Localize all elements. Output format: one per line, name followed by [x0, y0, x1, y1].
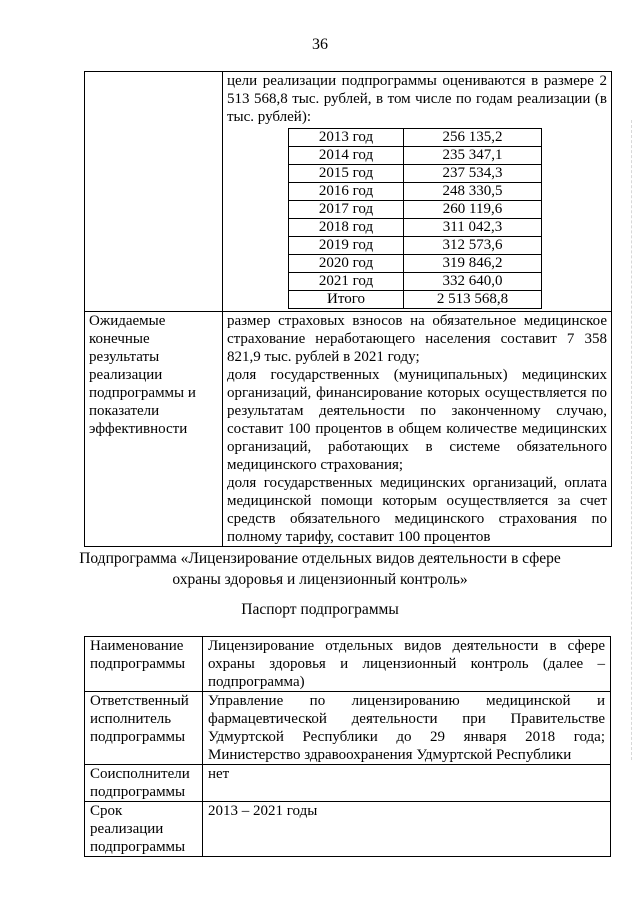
total-value: 2 513 568,8	[404, 291, 542, 309]
year-value: 332 640,0	[404, 273, 542, 291]
year-row	[289, 147, 542, 165]
year-label: 2021 год	[289, 273, 404, 291]
results-label: Ожидаемые конечные результаты реализации подпрограммы и показатели эффективности	[85, 312, 223, 547]
year-row	[289, 201, 542, 219]
passport-label: Ответственный исполнитель подпрограммы	[85, 692, 203, 765]
year-row	[289, 183, 542, 201]
year-label: 2013 год	[289, 129, 404, 147]
passport-row	[85, 765, 611, 802]
result-item: размер страховых взносов на обязательное медицинское страхование неработающего населения составит 7 358 821,9 тыс. рублей в 2021 году;	[227, 313, 607, 365]
subprogram-title	[0, 548, 640, 590]
year-row	[289, 165, 542, 183]
year-value: 256 135,2	[404, 129, 542, 147]
page-number: 36	[312, 36, 328, 53]
year-value: 319 846,2	[404, 255, 542, 273]
year-value: 311 042,3	[404, 219, 542, 237]
financing-label-cell	[85, 72, 223, 312]
total-label: Итого	[289, 291, 404, 309]
subprogram-financing-table	[84, 71, 612, 547]
year-label: 2019 год	[289, 237, 404, 255]
result-item: доля государственных (муниципальных) медицинских организаций, финансирование которых осуществляется по результатам деятельности по законченному случаю, составит 100 процентов в общем количестве медицинских организаций, работающих в системе обязательного медицинского страхования;	[227, 367, 607, 473]
passport-value: Лицензирование отдельных видов деятельности в сфере охраны здоровья и лицензионный контроль (далее – подпрограмма)	[203, 637, 611, 692]
year-value: 260 119,6	[404, 201, 542, 219]
year-label: 2015 год	[289, 165, 404, 183]
year-value: 312 573,6	[404, 237, 542, 255]
passport-row	[85, 637, 611, 692]
total-row	[289, 291, 542, 309]
passport-row	[85, 692, 611, 765]
year-row	[289, 237, 542, 255]
year-value: 237 534,3	[404, 165, 542, 183]
years-table	[288, 128, 542, 309]
passport-label: Наименование подпрограммы	[85, 637, 203, 692]
passport-title: Паспорт подпрограммы	[241, 601, 399, 618]
year-row	[289, 129, 542, 147]
year-label: 2020 год	[289, 255, 404, 273]
year-row	[289, 255, 542, 273]
financing-intro: цели реализации подпрограммы оцениваются в размере 2 513 568,8 тыс. рублей, в том числе по годам реализации (в тыс. рублей):	[227, 73, 607, 125]
year-row	[289, 273, 542, 291]
passport-row	[85, 802, 611, 857]
year-label: 2018 год	[289, 219, 404, 237]
scan-margin-marks	[629, 120, 632, 760]
results-row	[85, 312, 612, 547]
passport-value: 2013 – 2021 годы	[203, 802, 611, 857]
passport-table	[84, 636, 611, 857]
year-value: 248 330,5	[404, 183, 542, 201]
results-content-cell	[223, 312, 612, 547]
year-value: 235 347,1	[404, 147, 542, 165]
passport-label: Соисполнители подпрограммы	[85, 765, 203, 802]
passport-value: Управление по лицензированию медицинской и фармацевтической деятельности при Правительстве Удмуртской Республики до 29 января 2018 года; Министерство здравоохранения Удмуртской Республики	[203, 692, 611, 765]
passport-value: нет	[203, 765, 611, 802]
subprogram-title-line: охраны здоровья и лицензионный контроль»	[172, 571, 468, 588]
result-item: доля государственных медицинских организаций, оплата медицинской помощи которым осуществляется за счет средств обязательного медицинского страхования по полному тарифу, составит 100 процентов	[227, 475, 607, 545]
year-label: 2017 год	[289, 201, 404, 219]
year-label: 2014 год	[289, 147, 404, 165]
year-row	[289, 219, 542, 237]
passport-label: Срок реализации подпрограммы	[85, 802, 203, 857]
subprogram-title-line: Подпрограмма «Лицензирование отдельных видов деятельности в сфере	[79, 550, 561, 567]
year-label: 2016 год	[289, 183, 404, 201]
financing-content-cell	[223, 72, 612, 312]
financing-row	[85, 72, 612, 312]
